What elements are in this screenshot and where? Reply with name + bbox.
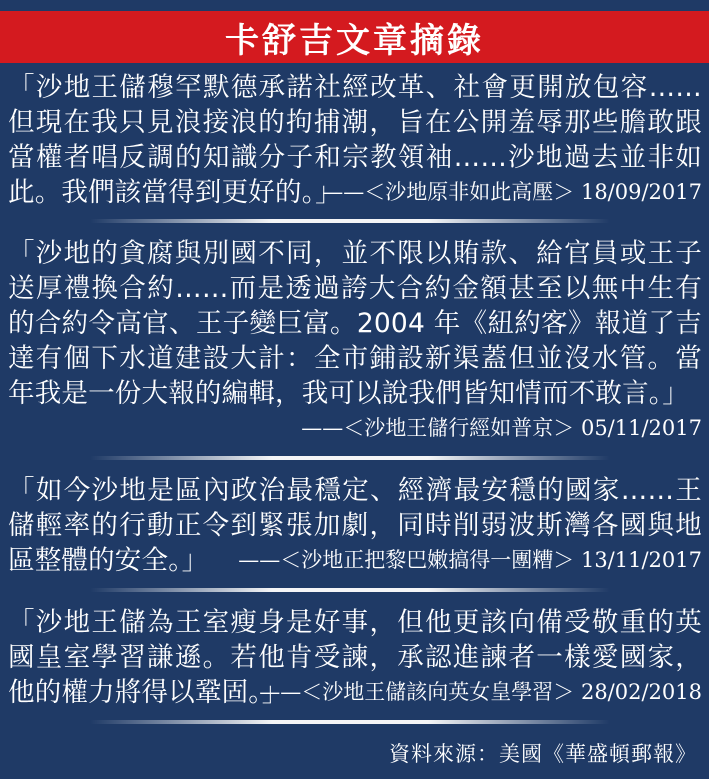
quote-source: ——＜沙地原非如此高壓＞ 18/09/2017	[322, 180, 702, 204]
quote-text: 「沙地王儲穆罕默德承諾社經改革、社會更開放包容……但現在我只見浪接浪的拘捕潮，旨在公開羞辱那些膽敢跟當權者唱反調的知識分子和宗教領袖……沙地過去並非如此。我們該當得到更好的。」	[8, 72, 702, 208]
divider	[90, 588, 610, 592]
quote-source-row	[8, 175, 702, 210]
title-banner	[0, 11, 709, 63]
quote-source: ——＜沙地王儲該向英女皇學習＞ 28/02/2018	[259, 680, 702, 704]
quote-text: 「如今沙地是區內政治最穩定、經濟最安穩的國家……王儲輕率的行動正令到緊張加劇，同時削弱波斯灣各國與地區整體的安全。」	[8, 475, 702, 576]
quote-source: ——＜沙地正把黎巴嫩搞得一團糟＞ 13/11/2017	[238, 548, 702, 572]
quote-text: 「沙地王儲為王室瘦身是好事，但他更該向備受敬重的英國皇室學習謙遜。若他肯受諫，承認進諫者一樣愛國家，他的權力將得以鞏固。」	[8, 607, 702, 708]
quote-source: ——＜沙地王儲行經如普京＞ 05/11/2017	[301, 416, 702, 440]
divider	[90, 219, 610, 223]
divider	[90, 720, 610, 724]
quote-source-row	[8, 675, 702, 710]
source-credit: 資料來源：美國《華盛頓郵報》	[389, 742, 697, 766]
page-title: 卡舒吉文章摘錄	[225, 20, 484, 61]
quote-text: 「沙地的貪腐與別國不同，並不限以賄款、給官員或王子送厚禮換合約……而是透過誇大合約金額甚至以無中生有的合約令高官、王子變巨富。2004 年《紐約客》報道了吉達有個下水道建設大計：全市鋪設新渠蓋但並沒水管。當年我是一份大報的編輯，我可以說我們皆知情而不敢言。」	[8, 238, 702, 409]
quote-source-row	[8, 543, 702, 578]
divider	[90, 456, 610, 460]
quote-block	[8, 236, 702, 446]
